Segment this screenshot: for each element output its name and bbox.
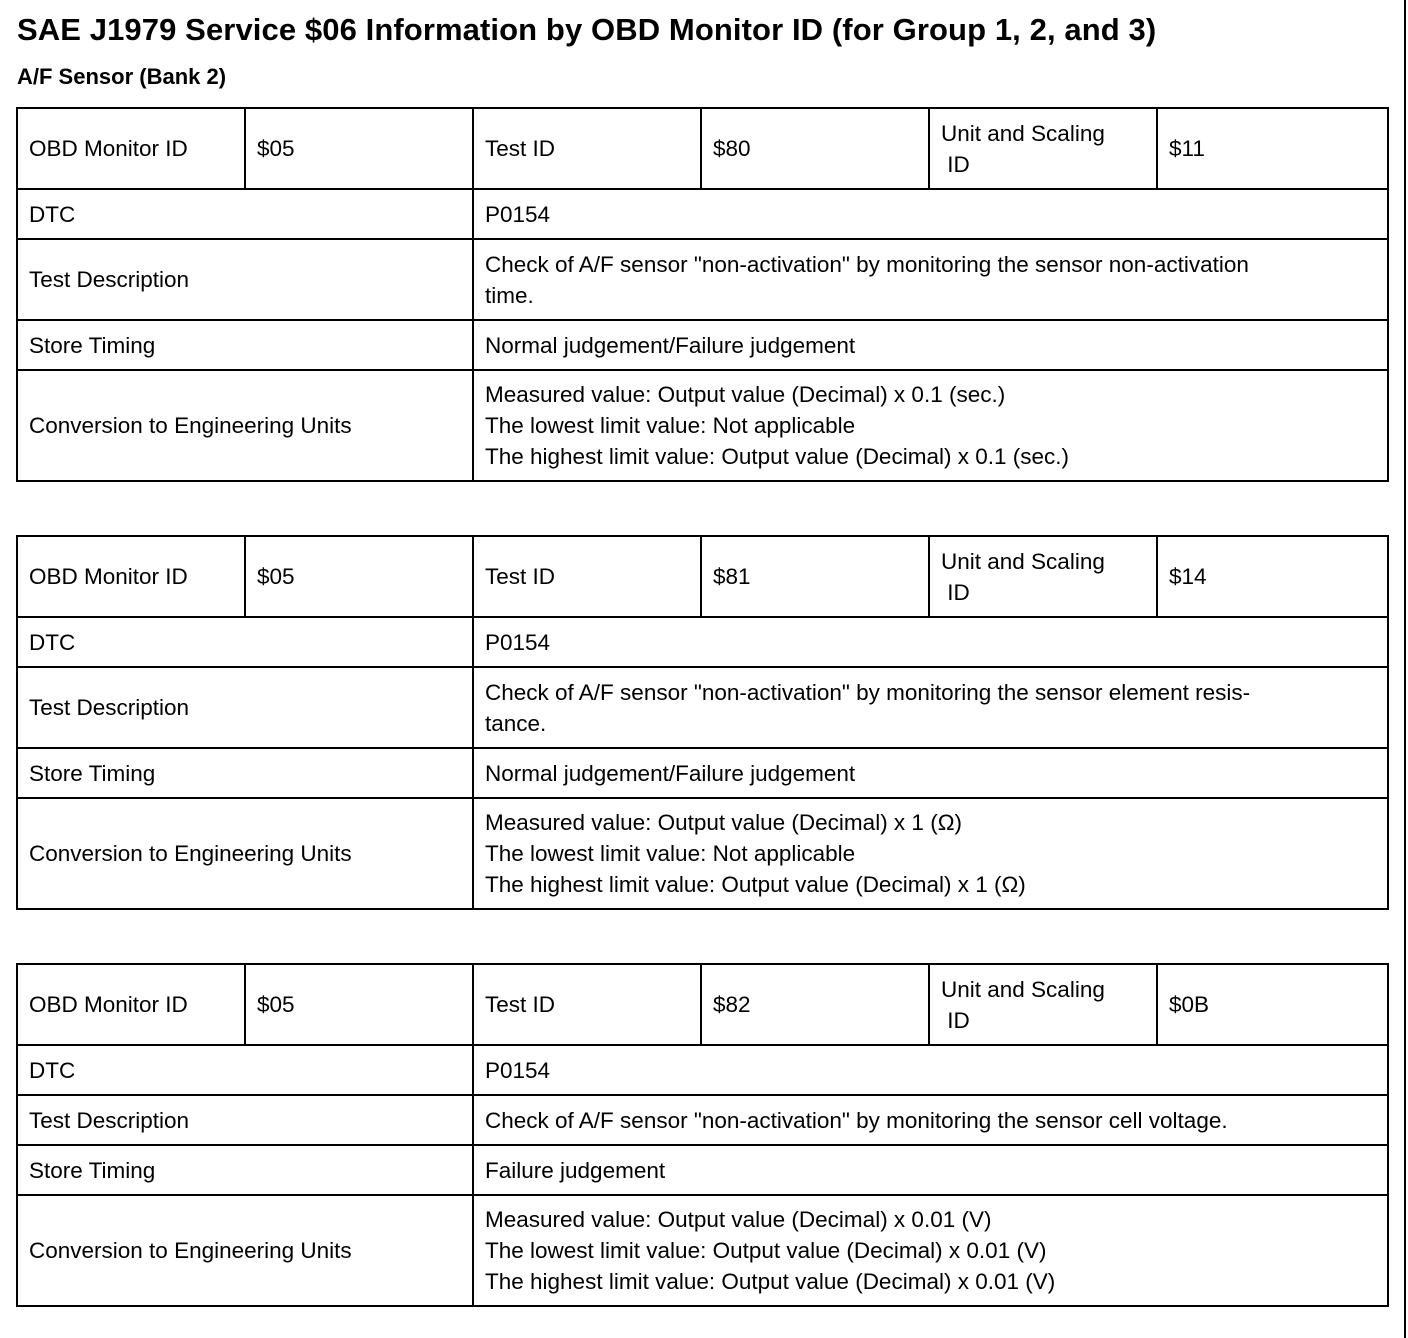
table-row [17, 189, 1388, 239]
table-row [17, 667, 1388, 748]
test-description-value: Check of A/F sensor "non-activation" by monitoring the sensor non-activation time. [473, 239, 1388, 320]
unit-scaling-id-label: Unit and Scaling ID [929, 536, 1157, 617]
conversion-value: Measured value: Output value (Decimal) x 1 (Ω) The lowest limit value: Not applicable The highest limit value: Output value (Decimal) x 1 (Ω) [473, 798, 1388, 909]
dtc-label: DTC [17, 1045, 473, 1095]
obd-monitor-id-label: OBD Monitor ID [17, 536, 245, 617]
test-description-label: Test Description [17, 1095, 473, 1145]
page-title: SAE J1979 Service $06 Information by OBD Monitor ID (for Group 1, 2, and 3) [17, 12, 1157, 47]
monitor-table-2 [16, 535, 1389, 910]
table-row [17, 1045, 1388, 1095]
store-timing-label: Store Timing [17, 320, 473, 370]
test-id-label: Test ID [473, 964, 701, 1045]
conversion-label: Conversion to Engineering Units [17, 370, 473, 481]
test-id-label: Test ID [473, 536, 701, 617]
store-timing-value: Normal judgement/Failure judgement [473, 320, 1388, 370]
monitor-table-3 [16, 963, 1389, 1307]
obd-monitor-id-value: $05 [245, 536, 473, 617]
table-row [17, 320, 1388, 370]
dtc-value: P0154 [473, 189, 1388, 239]
monitor-table-1 [16, 107, 1389, 482]
table-row [17, 108, 1388, 189]
unit-scaling-id-label: Unit and Scaling ID [929, 108, 1157, 189]
conversion-value: Measured value: Output value (Decimal) x 0.1 (sec.) The lowest limit value: Not applicable The highest limit value: Output value (Decimal) x 0.1 (sec.) [473, 370, 1388, 481]
unit-scaling-id-value: $0B [1157, 964, 1388, 1045]
unit-scaling-id-value: $14 [1157, 536, 1388, 617]
obd-monitor-id-value: $05 [245, 108, 473, 189]
store-timing-value: Normal judgement/Failure judgement [473, 748, 1388, 798]
table-row [17, 798, 1388, 909]
table-row [17, 964, 1388, 1045]
table-row [17, 1095, 1388, 1145]
store-timing-label: Store Timing [17, 1145, 473, 1195]
unit-scaling-id-value: $11 [1157, 108, 1388, 189]
obd-monitor-id-label: OBD Monitor ID [17, 108, 245, 189]
obd-monitor-id-value: $05 [245, 964, 473, 1045]
page-right-border [1404, 0, 1406, 1338]
table-row [17, 1195, 1388, 1306]
test-description-value: Check of A/F sensor "non-activation" by monitoring the sensor element resis- tance. [473, 667, 1388, 748]
conversion-label: Conversion to Engineering Units [17, 798, 473, 909]
test-description-label: Test Description [17, 667, 473, 748]
table-row [17, 617, 1388, 667]
test-description-label: Test Description [17, 239, 473, 320]
table-row [17, 1145, 1388, 1195]
test-id-value: $80 [701, 108, 929, 189]
test-id-value: $82 [701, 964, 929, 1045]
page-subtitle: A/F Sensor (Bank 2) [17, 64, 227, 89]
dtc-value: P0154 [473, 1045, 1388, 1095]
dtc-label: DTC [17, 189, 473, 239]
unit-scaling-id-label: Unit and Scaling ID [929, 964, 1157, 1045]
dtc-value: P0154 [473, 617, 1388, 667]
conversion-value: Measured value: Output value (Decimal) x 0.01 (V) The lowest limit value: Output value (Decimal) x 0.01 (V) The highest limit value: Output value (Decimal) x 0.01 (V) [473, 1195, 1388, 1306]
table-row [17, 748, 1388, 798]
table-row [17, 370, 1388, 481]
test-description-value: Check of A/F sensor "non-activation" by monitoring the sensor cell voltage. [473, 1095, 1388, 1145]
obd-monitor-id-label: OBD Monitor ID [17, 964, 245, 1045]
dtc-label: DTC [17, 617, 473, 667]
table-row [17, 239, 1388, 320]
table-row [17, 536, 1388, 617]
test-id-value: $81 [701, 536, 929, 617]
conversion-label: Conversion to Engineering Units [17, 1195, 473, 1306]
test-id-label: Test ID [473, 108, 701, 189]
store-timing-value: Failure judgement [473, 1145, 1388, 1195]
store-timing-label: Store Timing [17, 748, 473, 798]
